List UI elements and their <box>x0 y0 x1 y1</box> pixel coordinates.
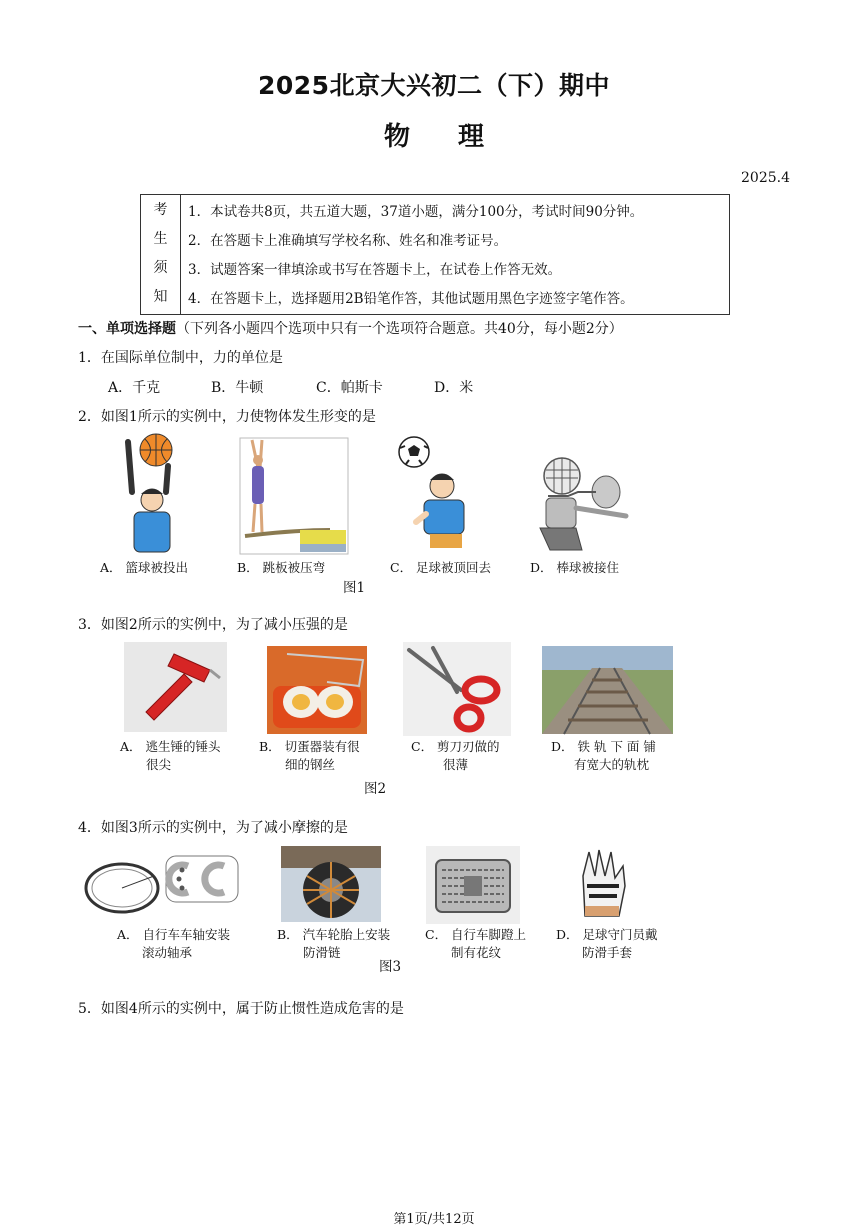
section-note: （下列各小题四个选项中只有一个选项符合题意。共40分，每小题2分） <box>176 321 623 337</box>
notice-line: 3．试题答案一律填涂或书写在答题卡上，在试卷上作答无效。 <box>188 262 562 278</box>
exam-date: 2025.4 <box>741 170 790 186</box>
bicycle-pedal-photo-icon <box>426 846 520 924</box>
notice-head-char: 须 <box>153 260 168 276</box>
q2-caption-b: B． 跳板被压弯 <box>237 560 326 575</box>
q3-caption-a: A． 逃生锤的锤头 很尖 <box>120 739 221 772</box>
q1-option-c[interactable]: C．帕斯卡 <box>316 380 383 396</box>
page-title: 2025北京大兴初二（下）期中 <box>257 71 611 100</box>
q3-caption-b: B． 切蛋器装有很 细的钢丝 <box>259 739 360 772</box>
notice-line: 1．本试卷共8页，共五道大题，37道小题，满分100分，考试时间90分钟。 <box>188 204 644 220</box>
exam-notice-box <box>140 194 730 315</box>
q2-caption-c: C． 足球被顶回去 <box>390 560 492 575</box>
section-title: 一、单项选择题 <box>78 321 176 337</box>
q3-caption-c: C． 剪刀刃做的 很薄 <box>411 739 500 772</box>
q2-caption-d: D． 棒球被接住 <box>530 560 619 575</box>
q4-caption-a: A． 自行车车轴安装 滚动轴承 <box>117 927 231 960</box>
diving-board-illustration-icon <box>240 438 348 554</box>
notice-line: 2．在答题卡上准确填写学校名称、姓名和准考证号。 <box>188 233 508 249</box>
egg-slicer-photo-icon <box>267 646 367 734</box>
q4-caption-b: B． 汽车轮胎上安装 防滑链 <box>277 927 391 960</box>
notice-head-char: 知 <box>153 289 168 305</box>
scissors-photo-icon <box>403 642 511 736</box>
question-3-stem: 3．如图2所示的实例中，为了减小压强的是 <box>78 617 348 633</box>
notice-line: 4．在答题卡上，选择题用2B铅笔作答，其他试题用黑色字迹签字笔作答。 <box>188 291 634 307</box>
q4-caption-c: C． 自行车脚蹬上 制有花纹 <box>425 927 527 960</box>
figure-2-label: 图2 <box>364 781 387 797</box>
q1-option-b[interactable]: B．牛顿 <box>211 380 264 396</box>
basketball-illustration-icon <box>118 432 186 552</box>
q3-caption-d: D． 铁 轨 下 面 铺 有宽大的轨枕 <box>551 739 656 772</box>
baseball-catch-illustration-icon <box>530 452 634 552</box>
railway-track-photo-icon <box>542 646 673 734</box>
figure-3-label: 图3 <box>379 959 402 975</box>
notice-head <box>141 195 181 314</box>
page-footer: 第1页/共12页 <box>393 1212 475 1227</box>
snow-chain-tire-photo-icon <box>281 846 381 922</box>
question-4-stem: 4．如图3所示的实例中，为了减小摩擦的是 <box>78 820 348 836</box>
q4-caption-d: D． 足球守门员戴 防滑手套 <box>556 927 658 960</box>
section-heading <box>78 318 623 338</box>
goalkeeper-glove-photo-icon <box>571 846 651 920</box>
question-2-stem: 2．如图1所示的实例中，力使物体发生形变的是 <box>78 409 376 425</box>
subject-title: 物理 <box>383 122 532 152</box>
notice-head-char: 生 <box>153 231 168 247</box>
escape-hammer-photo-icon <box>124 642 227 732</box>
soccer-header-illustration-icon <box>396 434 476 552</box>
bicycle-bearing-illustration-icon <box>84 852 240 916</box>
q1-option-d[interactable]: D．米 <box>434 380 474 396</box>
q2-caption-a: A． 篮球被投出 <box>100 560 189 575</box>
notice-head-char: 考 <box>153 202 168 218</box>
q1-option-a[interactable]: A．千克 <box>108 380 161 396</box>
question-5-stem: 5．如图4所示的实例中，属于防止惯性造成危害的是 <box>78 1001 404 1017</box>
question-1-stem: 1．在国际单位制中，力的单位是 <box>78 350 283 366</box>
figure-1-label: 图1 <box>343 580 366 596</box>
